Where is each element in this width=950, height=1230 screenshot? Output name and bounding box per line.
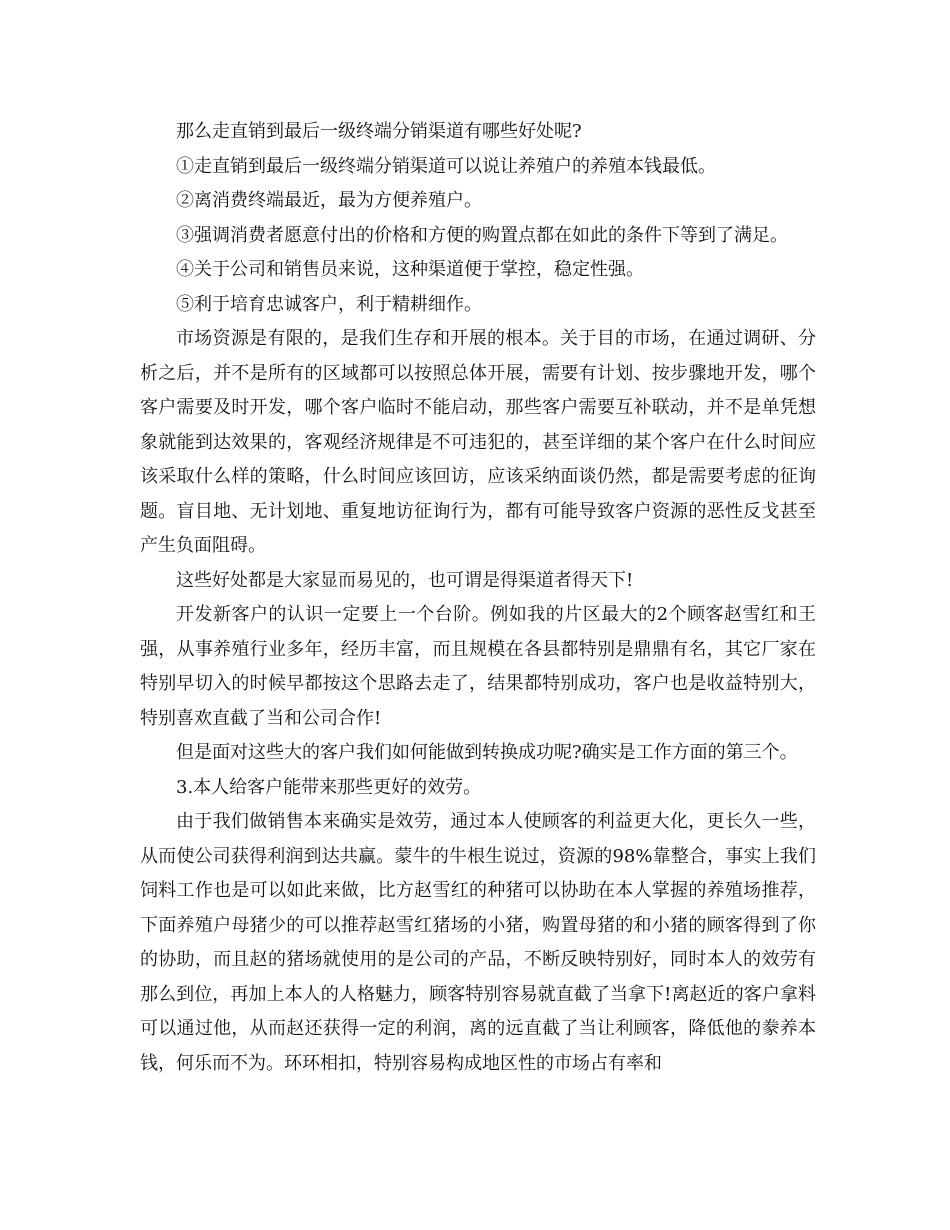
document-body <box>140 115 816 1081</box>
paragraph-benefit-3: ③强调消费者愿意付出的价格和方便的购置点都在如此的条件下等到了满足。 <box>176 224 788 246</box>
paragraph-section-3-heading: 3.本人给客户能带来那些更好的效劳。 <box>176 776 482 798</box>
paragraph-new-customers: 开发新客户的认识一定要上一个台阶。例如我的片区最大的2个顾客赵雪红和王强，从事养殖行业多年，经历丰富，而且规模在各县都特别是鼎鼎有名，其它厂家在特别早切入的时候早都按这个思路去走了，结果都特别成功，客户也是收益特别大，特别喜欢直截了当和公司合作! <box>140 604 816 729</box>
paragraph-benefit-2: ②离消费终端最近，最为方便养殖户。 <box>176 190 482 211</box>
paragraph-conversion-question: 但是面对这些大的客户我们如何能做到转换成功呢?确实是工作方面的第三个。 <box>176 742 798 763</box>
paragraph-benefit-5: ⑤利于培育忠诚客户，利于精耕细作。 <box>176 293 482 315</box>
paragraph-service-integration: 由于我们做销售本来确实是效劳，通过本人使顾客的利益更大化，更长久一些，从而使公司获得利润到达共赢。蒙牛的牛根生说过，资源的98%靠整合，事实上我们饲料工作也是可以如此来做，比方赵雪红的种猪可以协助在本人掌握的养殖场推荐，下面养殖户母猪少的可以推荐赵雪红猪场的小猪，购置母猪的和小猪的顾客得到了你的协助，而且赵的猪场就使用的是公司的产品，不断反映特别好，同时本人的效劳有那么到位，再加上本人的人格魅力，顾客特别容易就直截了当拿下!离赵近的客户拿料可以通过他，从而赵还获得一定的利润，离的远直截了当让利顾客，降低他的豢养本钱，何乐而不为。环环相扣，特别容易构成地区性的市场占有率和 <box>140 811 816 1074</box>
paragraph-benefit-1: ①走直销到最后一级终端分销渠道可以说让养殖户的养殖本钱最低。 <box>176 155 716 177</box>
paragraph-market-resources: 市场资源是有限的，是我们生存和开展的根本。关于目的市场，在通过调研、分析之后，并不是所有的区域都可以按照总体开展，需要有计划、按步骤地开发，哪个客户需要及时开发，哪个客户临时不能启动，那些客户需要互补联动，并不是单凭想象就能到达效果的，客观经济规律是不可违犯的，甚至详细的某个客户在什么时间应该采取什么样的策略，什么时间应该回访，应该采纳面谈仍然，都是需要考虑的征询题。盲目地、无计划地、重复地访征询行为，都有可能导致客户资源的恶性反戈甚至产生负面阻碍。 <box>140 328 816 556</box>
paragraph-obvious-benefits: 这些好处都是大家显而易见的，也可谓是得渠道者得天下! <box>176 569 634 591</box>
paragraph-intro-question: 那么走直销到最后一级终端分销渠道有哪些好处呢? <box>176 121 582 142</box>
paragraph-benefit-4: ④关于公司和销售员来说，这种渠道便于掌控，稳定性强。 <box>176 259 644 280</box>
